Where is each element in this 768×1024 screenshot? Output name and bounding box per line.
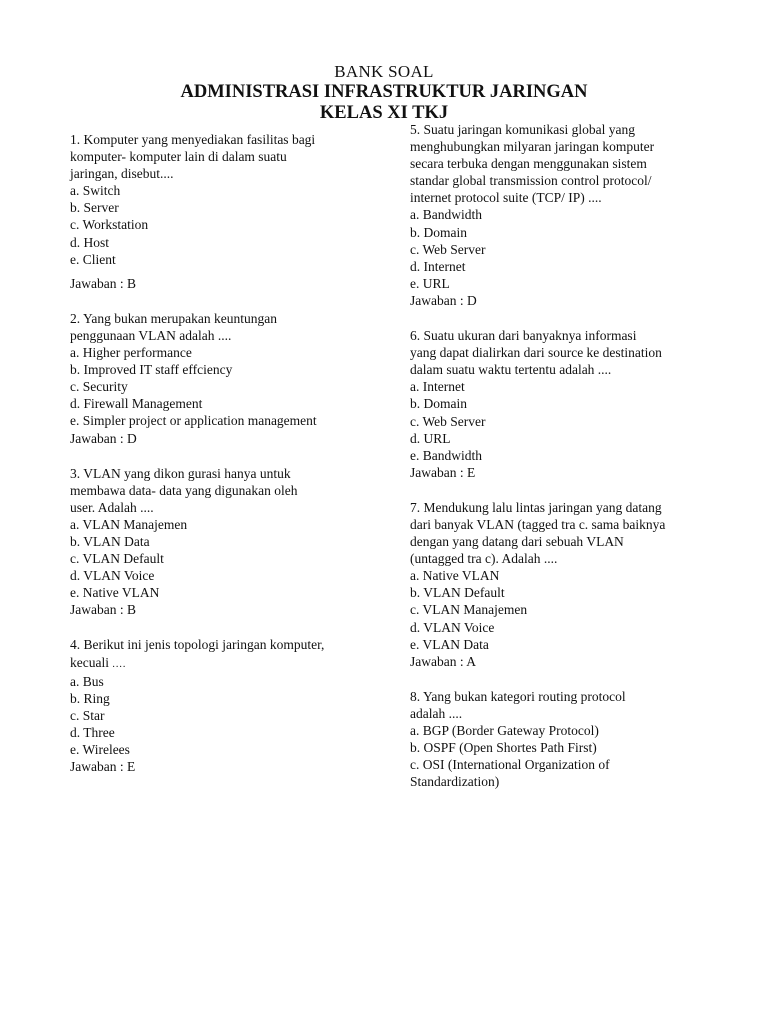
left-column	[70, 131, 370, 775]
question-text: 1. Komputer yang menyediakan fasilitas bagi	[70, 132, 316, 147]
answer-key: Jawaban : B	[70, 602, 136, 618]
question-text-line	[70, 654, 370, 673]
option-b: b. VLAN Data	[70, 533, 150, 549]
option-a: a. Internet	[410, 379, 465, 395]
question-text: membawa data- data yang digunakan oleh	[70, 482, 298, 498]
question-text: 4. Berikut ini jenis topologi jaringan komputer,	[70, 637, 325, 653]
question-text: komputer- komputer lain di dalam suatu	[70, 149, 287, 165]
option-c: c. Workstation	[70, 217, 149, 233]
question-5	[410, 121, 710, 309]
option-d: d. Three	[70, 724, 115, 740]
question-text: user. Adalah ....	[70, 499, 154, 515]
answer-key: Jawaban : D	[70, 430, 137, 446]
question-text: 2. Yang bukan merupakan keuntungan	[70, 310, 277, 326]
question-text: kecuali	[70, 654, 109, 670]
question-text: internet protocol suite (TCP/ IP) ....	[410, 190, 602, 206]
question-text: 7. Mendukung lalu lintas jaringan yang datang	[410, 499, 662, 515]
option-a: a. BGP (Border Gateway Protocol)	[410, 723, 599, 738]
question-text: 3. VLAN yang dikon gurasi hanya untuk	[70, 465, 291, 481]
question-text: standar global transmission control protocol/	[410, 173, 652, 189]
question-text: penggunaan VLAN adalah ....	[70, 327, 232, 343]
option-a: a. Switch	[70, 183, 121, 199]
option-d: d. URL	[410, 430, 451, 446]
option-c-continued: Standardization)	[410, 774, 500, 790]
question-text: adalah ....	[410, 705, 463, 721]
answer-key: Jawaban : A	[410, 653, 476, 669]
document-heading: BANK SOAL	[334, 62, 434, 81]
ellipsis: ....	[112, 658, 127, 670]
question-text: secara terbuka dengan menggunakan sistem	[410, 156, 647, 172]
document-class-label: KELAS XI TKJ	[319, 103, 449, 123]
option-d: d. VLAN Voice	[410, 619, 495, 635]
answer-key: Jawaban : B	[70, 275, 136, 291]
option-b: b. Domain	[410, 396, 467, 412]
question-3	[70, 465, 370, 619]
answer-key: Jawaban : D	[410, 292, 477, 308]
question-text: yang dapat dialirkan dari source ke destination	[410, 345, 662, 361]
option-a: a. Bus	[70, 673, 104, 689]
option-b: b. Improved IT staff effciency	[70, 362, 233, 378]
question-text: dari banyak VLAN (tagged tra c. sama baiknya	[410, 516, 666, 532]
question-text: jaringan, disebut....	[70, 166, 174, 182]
document-title: ADMINISTRASI INFRASTRUKTUR JARINGAN	[180, 82, 588, 102]
option-c: c. Web Server	[410, 241, 486, 257]
answer-key: Jawaban : E	[70, 759, 136, 775]
option-a: a. Bandwidth	[410, 207, 482, 223]
option-b: b. Ring	[70, 690, 110, 706]
option-e: e. Bandwidth	[410, 447, 482, 463]
option-b: b. OSPF (Open Shortes Path First)	[410, 740, 597, 756]
option-e: e. Wirelees	[70, 742, 130, 757]
question-1	[70, 131, 370, 292]
option-c: c. Security	[70, 379, 128, 395]
option-a: a. Native VLAN	[410, 568, 500, 584]
option-d: d. Internet	[410, 258, 466, 274]
question-text: dalam suatu waktu tertentu adalah ....	[410, 362, 612, 378]
question-text: menghubungkan milyaran jaringan komputer	[410, 139, 655, 155]
question-text: (untagged tra c). Adalah ....	[410, 551, 558, 567]
option-c: c. Web Server	[410, 413, 486, 429]
question-7	[410, 499, 710, 670]
option-e: e. URL	[410, 275, 450, 291]
option-e: e. Simpler project or application management	[70, 413, 317, 429]
option-b: b. VLAN Default	[410, 585, 505, 601]
option-c: c. OSI (International Organization of	[410, 757, 610, 773]
question-text: 8. Yang bukan kategori routing protocol	[410, 688, 626, 704]
option-c: c. VLAN Default	[70, 551, 164, 567]
question-text: 6. Suatu ukuran dari banyaknya informasi	[410, 328, 637, 344]
option-e: e. Native VLAN	[70, 585, 160, 601]
option-d: d. Host	[70, 234, 110, 250]
option-e: e. Client	[70, 251, 116, 267]
option-c: c. Star	[70, 707, 105, 723]
option-b: b. Domain	[410, 224, 467, 240]
option-b: b. Server	[70, 200, 119, 216]
question-text: 5. Suatu jaringan komunikasi global yang	[410, 122, 635, 137]
right-column	[410, 121, 710, 790]
answer-key: Jawaban : E	[410, 464, 476, 480]
option-a: a. VLAN Manajemen	[70, 516, 188, 532]
question-2	[70, 310, 370, 447]
option-a: a. Higher performance	[70, 345, 192, 361]
option-c: c. VLAN Manajemen	[410, 602, 528, 618]
option-e: e. VLAN Data	[410, 636, 489, 652]
question-4	[70, 636, 370, 775]
option-d: d. Firewall Management	[70, 396, 203, 412]
option-d: d. VLAN Voice	[70, 568, 155, 584]
question-8	[410, 688, 710, 791]
question-text: dengan yang datang dari sebuah VLAN	[410, 534, 624, 550]
question-6	[410, 327, 710, 481]
